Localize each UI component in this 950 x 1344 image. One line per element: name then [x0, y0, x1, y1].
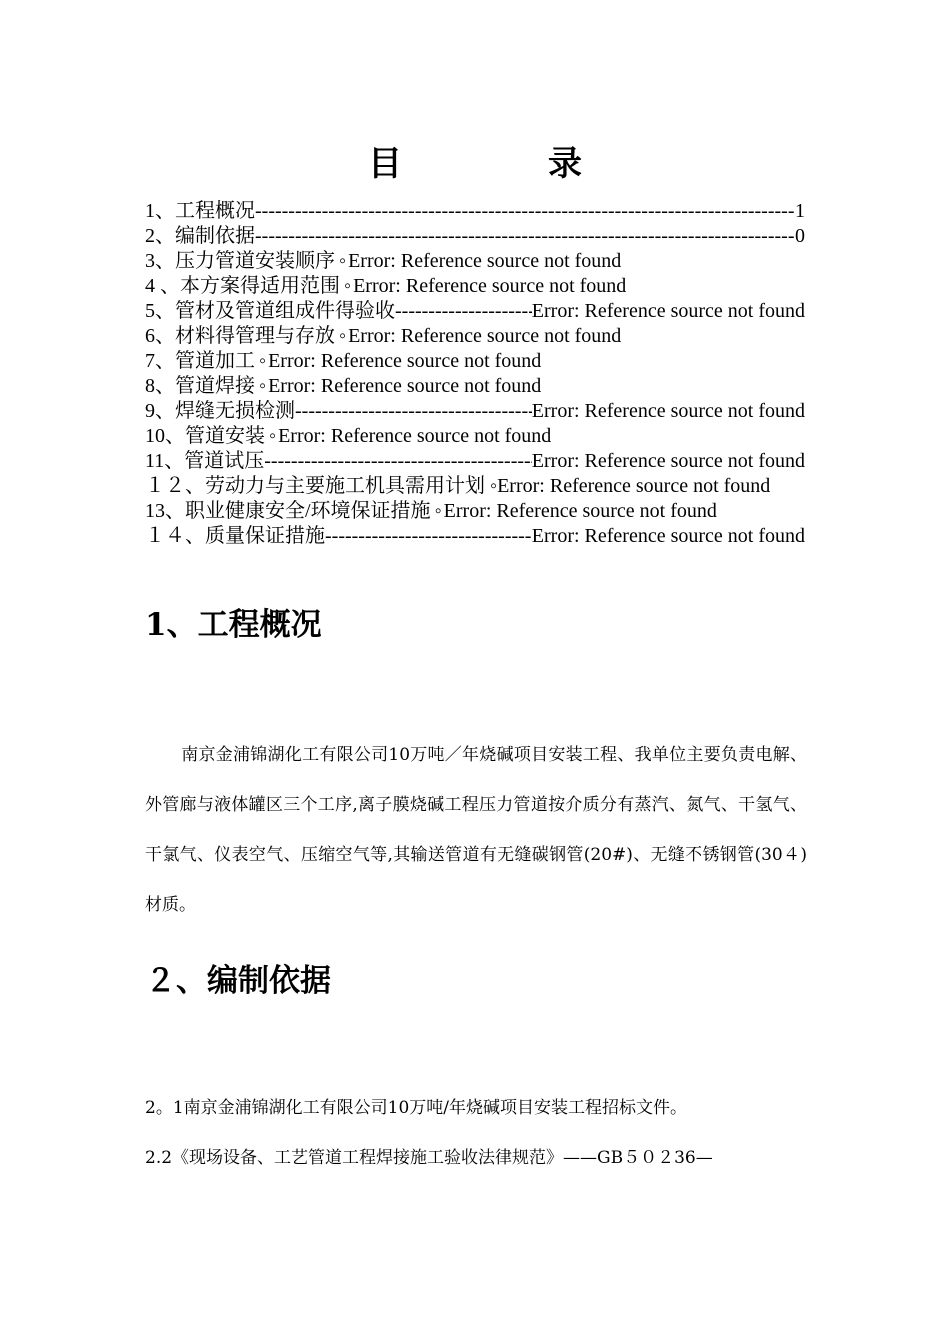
- toc-separator: ◦: [434, 500, 442, 522]
- toc-entry[interactable]: [145, 324, 805, 349]
- toc-title: 目 录: [368, 144, 638, 184]
- toc-entry[interactable]: [145, 349, 805, 374]
- table-of-contents: [145, 199, 805, 549]
- toc-entry[interactable]: [145, 199, 805, 224]
- toc-entry-label: 11、管道试压: [145, 450, 265, 472]
- toc-entry-page: Error: Reference source not found: [497, 475, 771, 497]
- toc-separator: ◦: [339, 325, 347, 347]
- toc-separator: ◦: [344, 275, 352, 297]
- toc-separator: ◦: [485, 475, 498, 497]
- toc-entry[interactable]: [145, 499, 805, 524]
- toc-leader-dots: [395, 299, 532, 324]
- toc-entry-page: Error: Reference source not found: [531, 450, 805, 472]
- toc-entry-label: 7、管道加工: [145, 350, 255, 372]
- toc-entry-label: 2、编制依据: [145, 225, 255, 247]
- toc-entry[interactable]: [145, 224, 805, 249]
- section-2-item-2: 2.2《现场设备、工艺管道工程焊接施工验收法律规范》——GB５０２36—: [145, 1148, 713, 1168]
- toc-entry[interactable]: [145, 449, 805, 474]
- toc-entry-label: 10、管道安装: [145, 425, 265, 447]
- toc-entry-page: Error: Reference source not found: [348, 325, 622, 347]
- toc-entry-label: 9、焊缝无损检测: [145, 400, 295, 422]
- toc-separator: ◦: [339, 250, 347, 272]
- toc-entry[interactable]: [145, 374, 805, 399]
- toc-entry[interactable]: [145, 249, 805, 274]
- toc-leader-dots: [255, 199, 795, 224]
- section-1-body: [145, 730, 807, 930]
- toc-entry[interactable]: [145, 424, 805, 449]
- toc-entry-page: Error: Reference source not found: [348, 250, 622, 272]
- toc-entry-label: 4 、本方案得适用范围: [145, 275, 340, 297]
- toc-leader-dots: [295, 399, 532, 424]
- toc-entry-page: 0: [795, 225, 805, 247]
- toc-leader-dots: [325, 524, 532, 549]
- toc-entry-label: １４、质量保证措施: [145, 525, 325, 547]
- toc-entry-label: 1、工程概况: [145, 200, 255, 222]
- toc-entry-page: Error: Reference source not found: [268, 375, 542, 397]
- section-2-heading: ２、编制依据: [145, 963, 331, 999]
- toc-entry-page: Error: Reference source not found: [531, 525, 805, 547]
- toc-entry-page: Error: Reference source not found: [443, 500, 717, 522]
- toc-entry-label: 13、职业健康安全/环境保证措施: [145, 500, 431, 522]
- toc-entry[interactable]: [145, 524, 805, 549]
- section-2-item-1: 2。1南京金浦锦湖化工有限公司10万吨/年烧碱项目安装工程招标文件。: [145, 1098, 687, 1118]
- toc-entry[interactable]: [145, 399, 805, 424]
- toc-entry[interactable]: [145, 299, 805, 324]
- section-1-body-text: 南京金浦锦湖化工有限公司10万吨／年烧碱项目安装工程、我单位主要负责电解、外管廊与液体罐区三个工序,离子膜烧碱工程压力管道按介质分有蒸汽、氮气、干氢气、干氯气、仪表空气、压缩空气等,其输送管道有无缝碳钢管(20#)、无缝不锈钢管(30４)材质。: [145, 745, 807, 915]
- toc-entry-page: Error: Reference source not found: [278, 425, 552, 447]
- toc-separator: ◦: [269, 425, 277, 447]
- toc-entry-page: Error: Reference source not found: [531, 300, 805, 322]
- toc-entry-label: 5、管材及管道组成件得验收: [145, 300, 395, 322]
- toc-entry-page: 1: [795, 200, 805, 222]
- toc-entry-label: １２、劳动力与主要施工机具需用计划: [145, 475, 485, 497]
- section-1-heading: 1、工程概况: [145, 607, 322, 643]
- toc-entry-label: 6、材料得管理与存放: [145, 325, 335, 347]
- toc-leader-dots: [255, 224, 795, 249]
- toc-entry[interactable]: [145, 474, 805, 499]
- toc-entry-label: 3、压力管道安装顺序: [145, 250, 335, 272]
- toc-entry-page: Error: Reference source not found: [353, 275, 627, 297]
- toc-entry-page: Error: Reference source not found: [268, 350, 542, 372]
- toc-leader-dots: [264, 449, 532, 474]
- toc-separator: ◦: [259, 375, 267, 397]
- toc-separator: ◦: [259, 350, 267, 372]
- toc-entry-page: Error: Reference source not found: [531, 400, 805, 422]
- toc-entry-label: 8、管道焊接: [145, 375, 255, 397]
- toc-entry[interactable]: [145, 274, 805, 299]
